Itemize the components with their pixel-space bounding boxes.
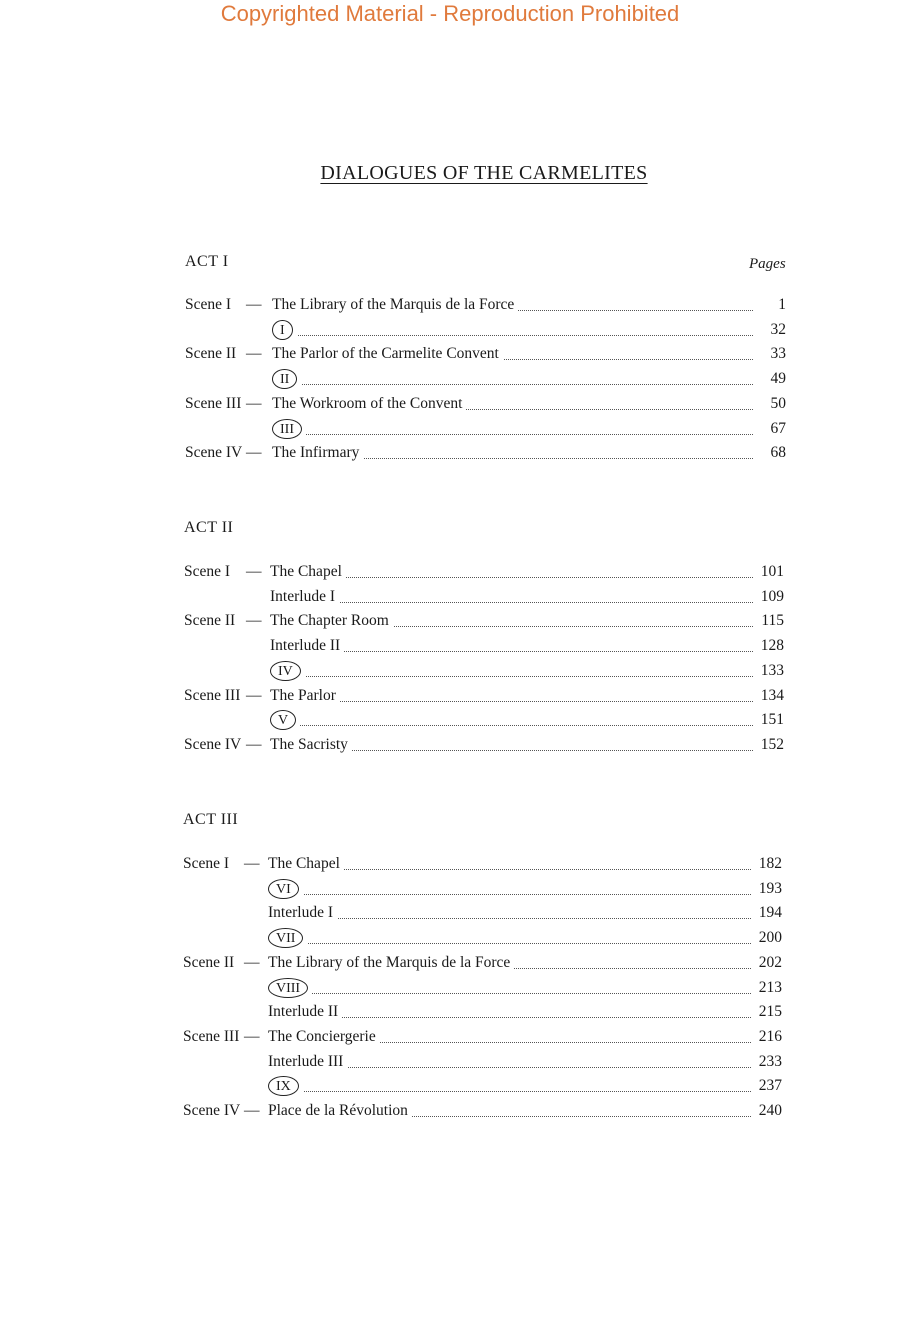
entry-title: The Workroom of the Convent (272, 392, 466, 416)
act-heading: ACT III (183, 811, 239, 828)
page-number: 101 (760, 563, 784, 580)
interlude-marker (268, 1074, 303, 1098)
scene-label: Scene II (185, 345, 237, 362)
toc-entry[interactable] (185, 318, 786, 342)
toc-entry[interactable] (183, 1050, 782, 1074)
scene-label: Scene I (184, 563, 231, 580)
dot-leader (270, 701, 753, 702)
toc-entry[interactable] (183, 877, 782, 901)
circled-numeral: III (272, 419, 302, 439)
toc-entry[interactable] (185, 367, 786, 391)
toc-entry[interactable] (184, 733, 784, 757)
page-number: 151 (760, 711, 784, 728)
circled-numeral: IV (270, 661, 301, 681)
scene-dash: — (246, 736, 262, 753)
page-number: 233 (758, 1053, 782, 1070)
interlude-marker (272, 367, 301, 391)
scene-label: Scene III (184, 687, 241, 704)
circled-numeral: IX (268, 1076, 299, 1096)
circled-numeral: II (272, 369, 297, 389)
toc-entry[interactable] (183, 1000, 782, 1024)
toc-entry[interactable] (184, 708, 784, 732)
page-number: 240 (758, 1102, 782, 1119)
entry-title: Place de la Révolution (268, 1099, 412, 1123)
page-number: 182 (758, 855, 782, 872)
circled-numeral: I (272, 320, 293, 340)
page-number: 128 (760, 637, 784, 654)
dot-leader (268, 993, 751, 994)
scene-dash: — (244, 1028, 260, 1045)
dot-leader (268, 943, 751, 944)
entry-title: The Chapter Room (270, 609, 393, 633)
toc-entry[interactable] (183, 1074, 782, 1098)
toc-entry[interactable] (183, 852, 782, 876)
page-number: 133 (760, 662, 784, 679)
toc-entry[interactable] (183, 951, 782, 975)
page-number: 200 (758, 929, 782, 946)
entry-title: The Conciergerie (268, 1025, 380, 1049)
entry-title: Interlude I (270, 585, 339, 609)
toc-entry[interactable] (183, 976, 782, 1000)
page-number: 152 (760, 736, 784, 753)
entry-title: Interlude II (268, 1000, 342, 1024)
circled-numeral: VII (268, 928, 303, 948)
entry-title: The Sacristy (270, 733, 352, 757)
page-number: 215 (758, 1003, 782, 1020)
entry-title: Interlude II (270, 634, 344, 658)
dot-leader (270, 676, 753, 677)
entry-title: The Infirmary (272, 441, 363, 465)
interlude-marker (270, 659, 305, 683)
entry-title: The Library of the Marquis de la Force (272, 293, 518, 317)
scene-label: Scene IV (184, 736, 242, 753)
page-number: 33 (770, 345, 786, 362)
circled-numeral: VIII (268, 978, 308, 998)
copyright-watermark: Copyrighted Material - Reproduction Prohibited (220, 1, 680, 26)
dot-leader (268, 894, 751, 895)
interlude-marker (270, 708, 300, 732)
dot-leader (270, 602, 753, 603)
entry-title: The Library of the Marquis de la Force (268, 951, 514, 975)
page-number: 32 (770, 321, 786, 338)
interlude-marker (272, 318, 297, 342)
page-number: 202 (758, 954, 782, 971)
dot-leader (272, 434, 753, 435)
scene-dash: — (246, 296, 262, 313)
toc-entry[interactable] (184, 585, 784, 609)
dot-leader (268, 918, 751, 919)
scene-dash: — (246, 563, 262, 580)
interlude-marker (268, 877, 303, 901)
entry-title: The Chapel (268, 852, 344, 876)
page-number: 115 (761, 612, 784, 629)
page-title-text: DIALOGUES OF THE CARMELITES (320, 162, 648, 184)
toc-entry[interactable] (183, 1025, 782, 1049)
scene-label: Scene II (183, 954, 235, 971)
scene-label: Scene III (183, 1028, 240, 1045)
act-heading: ACT I (185, 253, 229, 270)
interlude-marker (268, 976, 312, 1000)
scene-dash: — (246, 345, 262, 362)
page-number: 1 (778, 296, 786, 313)
scene-label: Scene III (185, 395, 242, 412)
page-number: 68 (770, 444, 786, 461)
page-title (0, 160, 900, 186)
dot-leader (272, 384, 753, 385)
dot-leader (270, 725, 753, 726)
page-number: 134 (760, 687, 784, 704)
scene-dash: — (246, 687, 262, 704)
page-number: 67 (770, 420, 786, 437)
pages-column-label: Pages (749, 256, 786, 272)
entry-title: Interlude I (268, 901, 337, 925)
scene-label: Scene II (184, 612, 236, 629)
scene-label: Scene I (183, 855, 230, 872)
toc-entry[interactable] (185, 342, 786, 366)
toc-entry[interactable] (185, 441, 786, 465)
interlude-marker (272, 417, 306, 441)
toc-entry[interactable] (185, 392, 786, 416)
toc-entry[interactable] (184, 609, 784, 633)
page-number: 237 (758, 1077, 782, 1094)
toc-entry[interactable] (185, 417, 786, 441)
page-number: 194 (758, 904, 782, 921)
interlude-marker (268, 926, 307, 950)
toc-entry[interactable] (184, 634, 784, 658)
page-number: 49 (770, 370, 786, 387)
scene-label: Scene IV (185, 444, 243, 461)
scene-label: Scene I (185, 296, 232, 313)
page-number: 50 (770, 395, 786, 412)
scene-dash: — (246, 444, 262, 461)
scene-label: Scene IV (183, 1102, 241, 1119)
scene-dash: — (246, 612, 262, 629)
entry-title: Interlude III (268, 1050, 347, 1074)
page-number: 213 (758, 979, 782, 996)
toc-entry[interactable] (185, 293, 786, 317)
circled-numeral: V (270, 710, 296, 730)
page-number: 193 (758, 880, 782, 897)
scene-dash: — (244, 855, 260, 872)
page-number: 109 (760, 588, 784, 605)
toc-entry[interactable] (184, 684, 784, 708)
toc-entry[interactable] (183, 926, 782, 950)
circled-numeral: VI (268, 879, 299, 899)
toc-entry[interactable] (183, 901, 782, 925)
scene-dash: — (246, 395, 262, 412)
toc-entry[interactable] (183, 1099, 782, 1123)
toc-entry[interactable] (184, 560, 784, 584)
entry-title: The Parlor of the Carmelite Convent (272, 342, 503, 366)
entry-title: The Chapel (270, 560, 346, 584)
scene-dash: — (244, 954, 260, 971)
dot-leader (272, 335, 753, 336)
entry-title: The Parlor (270, 684, 340, 708)
scene-dash: — (244, 1102, 260, 1119)
toc-entry[interactable] (184, 659, 784, 683)
dot-leader (268, 1091, 751, 1092)
act-heading: ACT II (184, 519, 234, 536)
page-number: 216 (758, 1028, 782, 1045)
